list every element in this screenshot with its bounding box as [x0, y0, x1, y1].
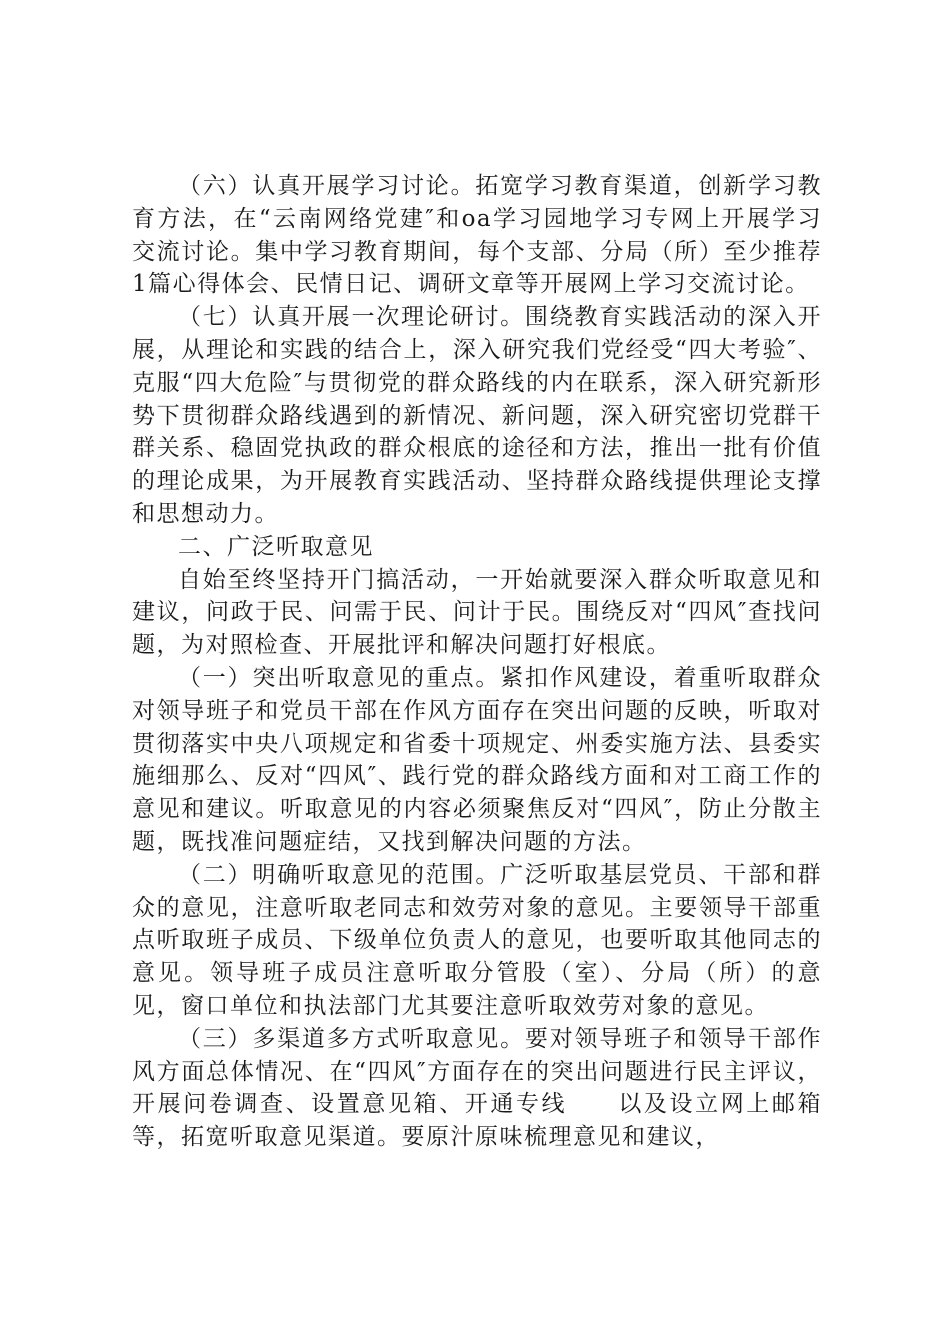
paragraph-focus-points: （一）突出听取意见的重点。紧扣作风建设，着重听取群众对领导班子和党员干部在作风方面存在突出问题的反映，听取对贯彻落实中央八项规定和省委十项规定、州委实施方法、县委实施细那么、反对“四风″、践行党的群众路线方面和对工商工作的意见和建议。听取意见的内容必须聚焦反对“四风″，防止分散主题，既找准问题症结，又找到解决问题的方法。: [132, 664, 822, 855]
paragraph-open-door: 自始至终坚持开门搞活动，一开始就要深入群众听取意见和建议，问政于民、问需于民、问计于民。围绕反对“四风″查找问题，为对照检查、开展批评和解决问题打好根底。: [132, 566, 822, 659]
paragraph-scope: （二）明确听取意见的范围。广泛听取基层党员、干部和群众的意见，注意听取老同志和效劳对象的意见。主要领导干部重点听取班子成员、下级单位负责人的意见，也要听取其他同志的意见。领导班子成员注意听取分管股（室）、分局（所）的意见，窗口单位和执法部门尤其要注意听取效劳对象的意见。: [132, 861, 822, 1019]
paragraph-theory-seminar: （七）认真开展一次理论研讨。围绕教育实践活动的深入开展，从理论和实践的结合上，深入研究我们党经受“四大考验″、克服“四大危险″与贯彻党的群众路线的内在联系，深入研究新形势下贯彻群众路线遇到的新情况、新问题，深入研究密切党群干群关系、稳固党执政的群众根底的途径和方法，推出一批有价值的理论成果，为开展教育实践活动、坚持群众路线提供理论支撑和思想动力。: [132, 304, 822, 527]
document-body: [132, 170, 822, 1154]
section-heading-listen-opinions: 二、广泛听取意见: [178, 533, 374, 560]
paragraph-channels: （三）多渠道多方式听取意见。要对领导班子和领导干部作风方面总体情况、在“四风″方面存在的突出问题进行民主评议，开展问卷调查、设置意见箱、开通专线 以及设立网上邮箱等，拓宽听取意见渠道。要原汁原味梳理意见和建议，: [132, 1025, 822, 1151]
paragraph-study-discussion: （六）认真开展学习讨论。拓宽学习教育渠道，创新学习教育方法，在“云南网络党建″和oa学习园地学习专网上开展学习交流讨论。集中学习教育期间，每个支部、分局（所）至少推荐1篇心得体会、民情日记、调研文章等开展网上学习交流讨论。: [132, 173, 822, 298]
